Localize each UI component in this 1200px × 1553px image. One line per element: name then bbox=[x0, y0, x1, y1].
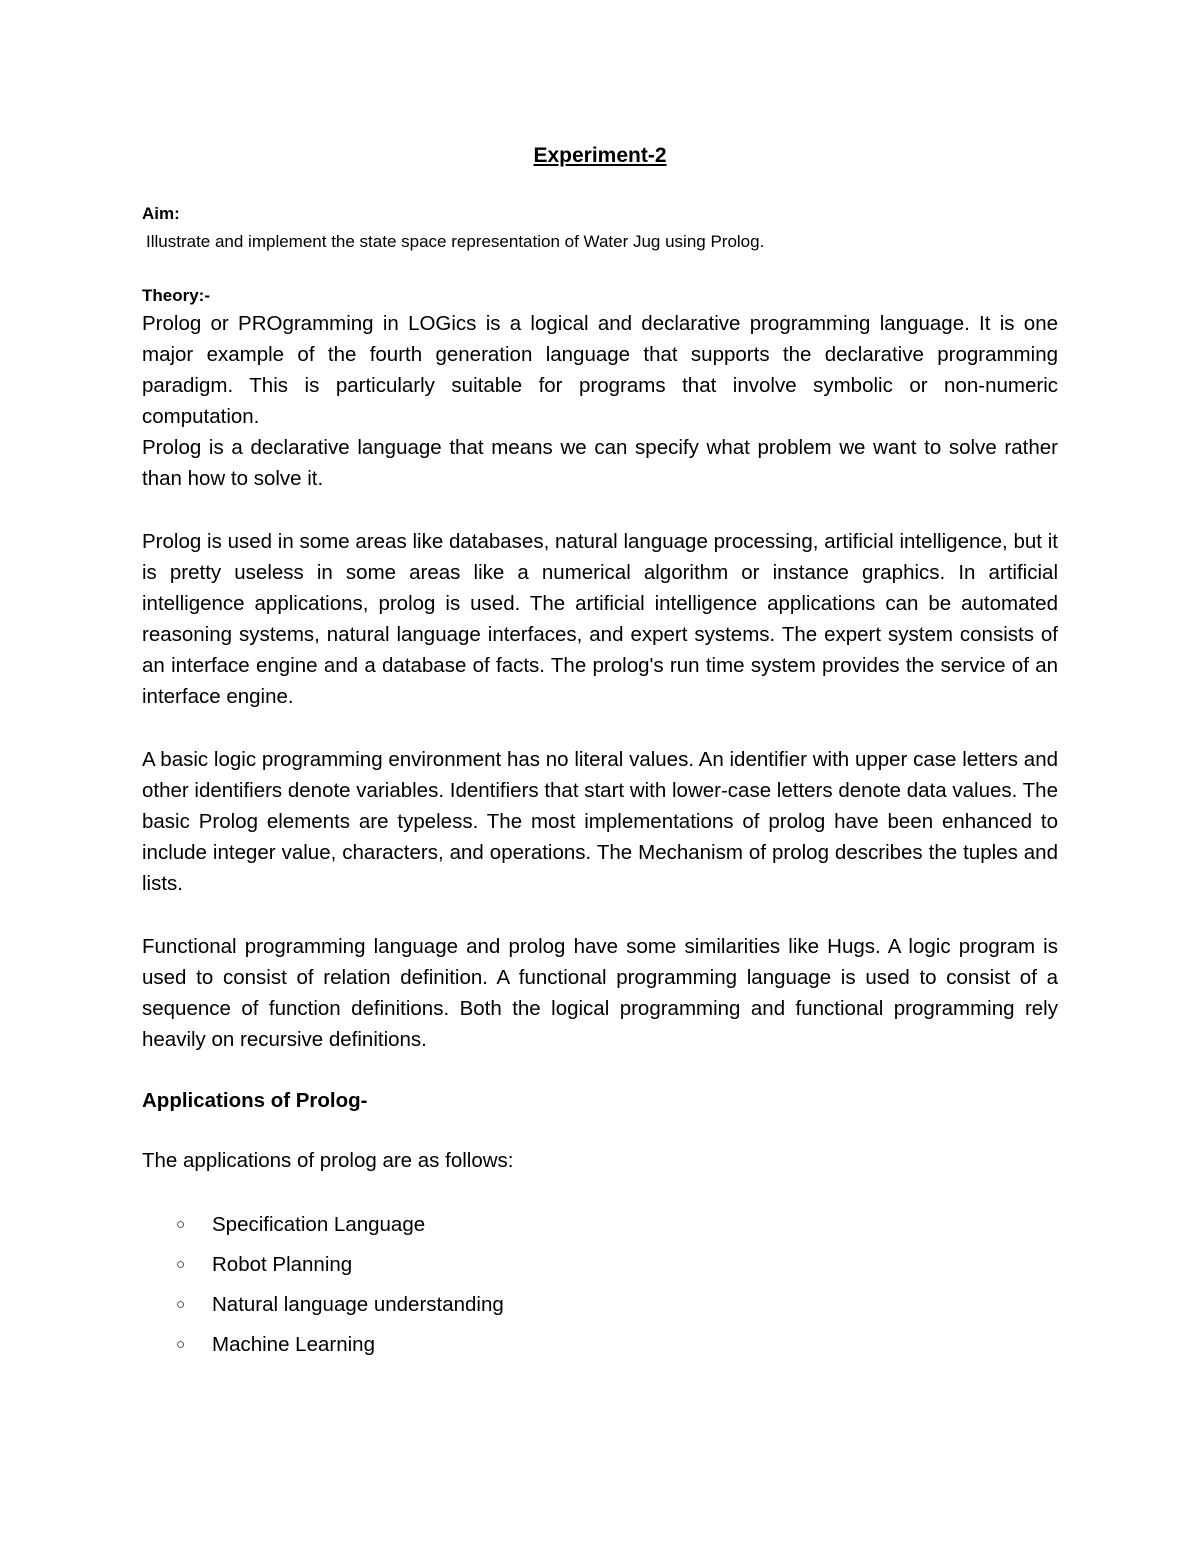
aim-text: Illustrate and implement the state space representation of Water Jug using Prolog. bbox=[146, 232, 765, 251]
list-item bbox=[142, 1329, 1058, 1369]
circle-bullet-icon: ○ bbox=[176, 1336, 186, 1353]
theory-paragraph: Prolog is used in some areas like databases, natural language processing, artificial intelligence, but it is pretty useless in some areas like a numerical algorithm or instance graphics. In artificial intelligence applications, prolog is used. The artificial intelligence applications can be automated reasoning systems, natural language interfaces, and expert systems. The expert system consists of an interface engine and a database of facts. The prolog's run time system provides the service of an interface engine. bbox=[142, 530, 1058, 708]
list-item bbox=[142, 1289, 1058, 1329]
theory-paragraph: A basic logic programming environment has no literal values. An identifier with upper case letters and other identifiers denote variables. Identifiers that start with lower-case letters denote data values. The basic Prolog elements are typeless. The most implementations of prolog have been enhanced to include integer value, characters, and operations. The Mechanism of prolog describes the tuples and lists. bbox=[142, 748, 1058, 895]
theory-paragraph: Prolog is a declarative language that means we can specify what problem we want to solve rather than how to solve it. bbox=[142, 436, 1058, 490]
circle-bullet-icon: ○ bbox=[176, 1256, 186, 1273]
circle-bullet-icon: ○ bbox=[176, 1216, 186, 1233]
aim-label: Aim: bbox=[142, 204, 180, 223]
list-item bbox=[142, 1209, 1058, 1249]
theory-paragraph: Prolog or PROgramming in LOGics is a logical and declarative programming language. It is one major example of the fourth generation language that supports the declarative programming paradigm. This is particularly suitable for programs that involve symbolic or non-numeric computation. bbox=[142, 312, 1058, 428]
document-page bbox=[142, 140, 1058, 1369]
page-title: Experiment-2 bbox=[533, 144, 667, 167]
applications-heading: Applications of Prolog- bbox=[142, 1089, 368, 1112]
circle-bullet-icon: ○ bbox=[176, 1296, 186, 1313]
applications-list bbox=[142, 1209, 1058, 1369]
list-item-text: Specification Language bbox=[212, 1213, 426, 1236]
list-item-text: Machine Learning bbox=[212, 1333, 375, 1356]
applications-intro: The applications of prolog are as follows: bbox=[142, 1149, 514, 1172]
list-item-text: Natural language understanding bbox=[212, 1293, 504, 1316]
list-item-text: Robot Planning bbox=[212, 1253, 353, 1276]
theory-label: Theory:- bbox=[142, 286, 210, 305]
theory-paragraph: Functional programming language and prolog have some similarities like Hugs. A logic program is used to consist of relation definition. A functional programming language is used to consist of a sequence of function definitions. Both the logical programming and functional programming rely heavily on recursive definitions. bbox=[142, 935, 1058, 1051]
list-item bbox=[142, 1249, 1058, 1289]
